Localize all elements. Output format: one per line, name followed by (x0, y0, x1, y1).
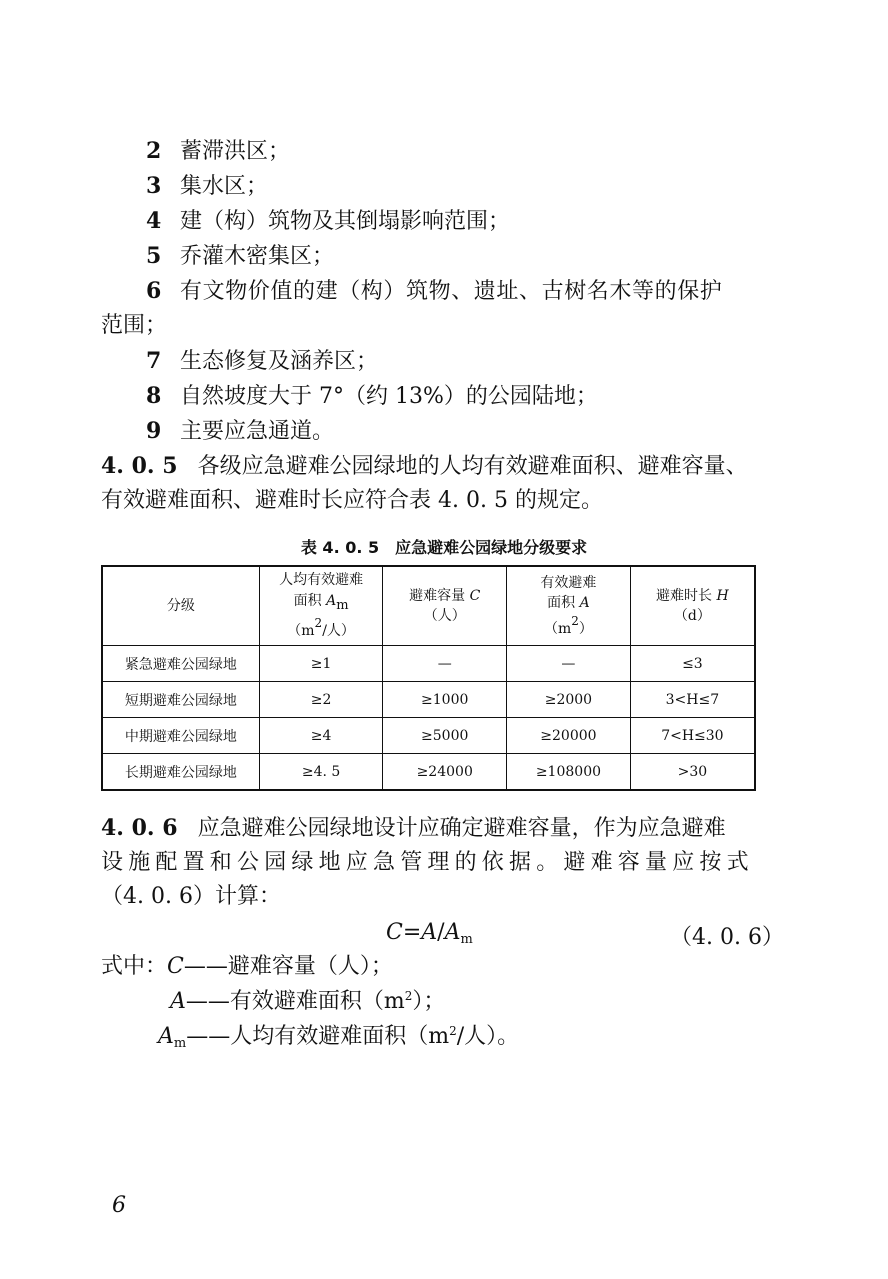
cell-duration: 7<H≤30 (630, 718, 755, 754)
header-effective-area: 有效避难 面积 A $(m^2)$ (507, 566, 631, 646)
header-per-capita-area: 人均有效避难 面积 $A_m$ （$m^2/$人） (259, 566, 383, 646)
list-item (146, 210, 510, 233)
item-number: 5 (146, 243, 162, 269)
header-capacity: 避难容量 C （人） (383, 566, 507, 646)
item-number: 6 (146, 278, 162, 304)
cell-area: — (507, 646, 631, 682)
where-a: A——有效避难面积$(m^2)$； (170, 989, 446, 1014)
item-number: 9 (146, 418, 162, 444)
where-c: 式中：C——避难容量（人）； (101, 954, 393, 979)
grading-table (101, 565, 756, 791)
cell-duration: ≤3 (630, 646, 755, 682)
header-duration: 避难时长 H （d） (630, 566, 755, 646)
item-text: 主要应急通道。 (180, 419, 335, 444)
paragraph-line: 应急避难公园绿地设计应确定避难容量，作为应急避难 (197, 816, 726, 841)
section-number: 4. 0. 5 (101, 453, 178, 479)
item-text: 集水区； (180, 174, 269, 199)
list-item (146, 140, 290, 163)
cell-level: 长期避难公园绿地 (102, 754, 259, 791)
header-level: 分级 (102, 566, 259, 646)
item-text: 蓄滞洪区； (180, 139, 291, 164)
section-405-paragraph (101, 455, 748, 478)
table-header-row (102, 566, 755, 646)
page-number: 6 (112, 1193, 126, 1218)
cell-capacity: ≥1000 (383, 682, 507, 718)
item-text: 建（构）筑物及其倒塌影响范围； (180, 209, 511, 234)
section-406-paragraph (101, 817, 726, 840)
table-row (102, 646, 755, 682)
item-text: 生态修复及涵养区； (180, 349, 379, 374)
table-row (102, 682, 755, 718)
item-number: 3 (146, 173, 162, 199)
list-item (146, 245, 334, 268)
equation-label: （4. 0. 6） (670, 925, 784, 950)
table-row (102, 718, 755, 754)
cell-capacity: ≥24000 (383, 754, 507, 791)
cell-capacity: — (383, 646, 507, 682)
list-item-continuation: 范围； (101, 313, 168, 338)
list-item (146, 280, 722, 303)
equation: $C=A/A_m$ (386, 920, 473, 947)
paragraph-line: 有效避难面积、避难时长应符合表 4. 0. 5 的规定。 (101, 488, 603, 513)
cell-area: ≥108000 (507, 754, 631, 791)
list-item (146, 350, 378, 373)
where-am: $A_m——$人均有效避难面积（$m^2/$人）。 (158, 1024, 520, 1051)
cell-per-capita: ≥1 (259, 646, 383, 682)
cell-duration: 3<H≤7 (630, 682, 755, 718)
section-number: 4. 0. 6 (101, 815, 178, 841)
cell-per-capita: ≥4. 5 (259, 754, 383, 791)
cell-area: ≥2000 (507, 682, 631, 718)
table-caption: 表 4. 0. 5 应急避难公园绿地分级要求 (300, 538, 588, 557)
item-number: 8 (146, 383, 162, 409)
list-item (146, 175, 268, 198)
item-text: 乔灌木密集区； (180, 244, 335, 269)
cell-level: 紧急避难公园绿地 (102, 646, 259, 682)
cell-duration: >30 (630, 754, 755, 791)
cell-per-capita: ≥4 (259, 718, 383, 754)
item-text: 有文物价值的建（构）筑物、遗址、古树名木等的保护 (180, 279, 723, 304)
cell-capacity: ≥5000 (383, 718, 507, 754)
cell-per-capita: ≥2 (259, 682, 383, 718)
item-number: 7 (146, 348, 162, 374)
table-row (102, 754, 755, 791)
item-number: 2 (146, 138, 162, 164)
paragraph-line: 各级应急避难公园绿地的人均有效避难面积、避难容量、 (197, 454, 748, 479)
item-text: 自然坡度大于 7°（约 13%）的公园陆地； (180, 384, 598, 409)
paragraph-line: 设施配置和公园绿地应急管理的依据。避难容量应按式 (101, 850, 754, 875)
cell-area: ≥20000 (507, 718, 631, 754)
list-item (146, 385, 598, 408)
item-number: 4 (146, 208, 162, 234)
cell-level: 中期避难公园绿地 (102, 718, 259, 754)
paragraph-line: （4. 0. 6）计算： (101, 884, 281, 909)
list-item (146, 420, 334, 443)
cell-level: 短期避难公园绿地 (102, 682, 259, 718)
